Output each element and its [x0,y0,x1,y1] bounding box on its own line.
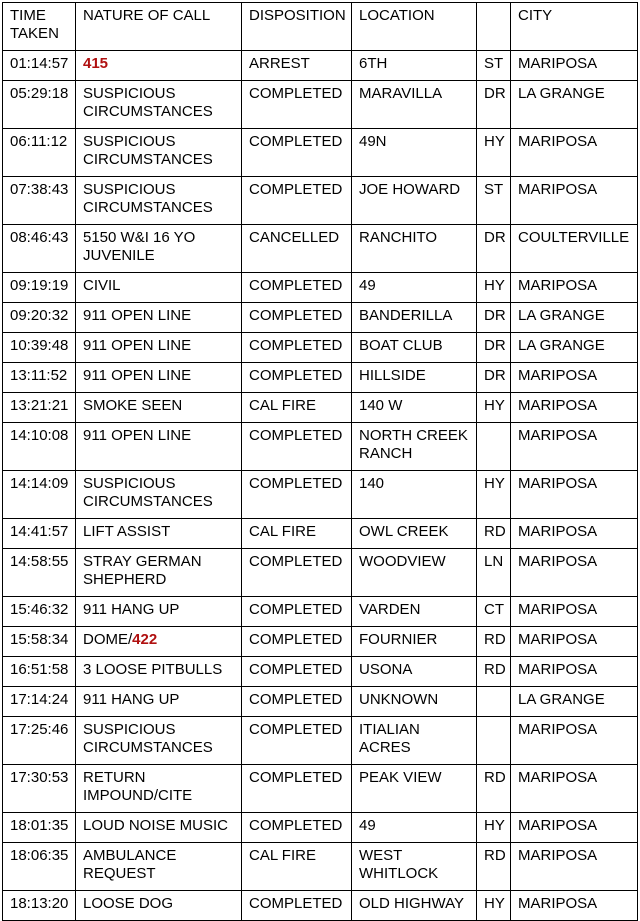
cell-street-suffix [477,423,511,471]
cell-time-taken: 18:13:20 [3,891,76,921]
cell-time-taken: 14:10:08 [3,423,76,471]
nature-text: 911 OPEN LINE [83,337,192,354]
cell-city: MARIPOSA [511,471,638,519]
cell-street-suffix: RD [477,657,511,687]
cell-street-suffix: DR [477,303,511,333]
cell-street-suffix: DR [477,225,511,273]
cell-street-suffix: RD [477,519,511,549]
cell-nature-of-call [76,393,242,423]
nature-text: 911 HANG UP [83,601,180,618]
nature-text: LOUD NOISE MUSIC [83,817,229,834]
cell-location: JOE HOWARD [352,177,477,225]
cell-street-suffix: DR [477,363,511,393]
header-city: CITY [511,3,638,51]
penal-code-highlight: 415 [83,55,109,72]
cell-nature-of-call [76,273,242,303]
cell-street-suffix: HY [477,471,511,519]
cell-city: MARIPOSA [511,519,638,549]
header-location: LOCATION [352,3,477,51]
cell-nature-of-call [76,687,242,717]
cell-disposition: COMPLETED [242,129,352,177]
cell-city: MARIPOSA [511,891,638,921]
cell-street-suffix: HY [477,273,511,303]
cell-time-taken: 10:39:48 [3,333,76,363]
cell-location: ITIALIAN ACRES [352,717,477,765]
cell-disposition: COMPLETED [242,177,352,225]
cell-time-taken: 13:11:52 [3,363,76,393]
cell-time-taken: 09:20:32 [3,303,76,333]
cell-time-taken: 18:06:35 [3,843,76,891]
cell-time-taken: 17:14:24 [3,687,76,717]
table-row [3,393,638,423]
cell-city: MARIPOSA [511,177,638,225]
cell-location: WEST WHITLOCK [352,843,477,891]
call-log-table [2,2,638,921]
cell-city: MARIPOSA [511,657,638,687]
cell-disposition: CAL FIRE [242,519,352,549]
cell-street-suffix: RD [477,765,511,813]
cell-disposition: CANCELLED [242,225,352,273]
cell-city: LA GRANGE [511,333,638,363]
cell-street-suffix [477,717,511,765]
cell-nature-of-call [76,519,242,549]
cell-time-taken: 01:14:57 [3,51,76,81]
table-row [3,891,638,921]
nature-text: CIVIL [83,277,121,294]
nature-text: SMOKE SEEN [83,397,183,414]
nature-text: SUSPICIOUS CIRCUMSTANCES [83,721,213,756]
cell-disposition: COMPLETED [242,471,352,519]
cell-city: MARIPOSA [511,549,638,597]
nature-text: STRAY GERMAN SHEPHERD [83,553,202,588]
cell-street-suffix: ST [477,51,511,81]
cell-disposition: COMPLETED [242,597,352,627]
cell-nature-of-call [76,813,242,843]
table-row [3,303,638,333]
cell-time-taken: 14:14:09 [3,471,76,519]
table-row [3,363,638,393]
nature-text: DOME/ [83,631,133,648]
table-row [3,657,638,687]
cell-city: MARIPOSA [511,627,638,657]
cell-city: MARIPOSA [511,363,638,393]
cell-time-taken: 14:58:55 [3,549,76,597]
cell-disposition: COMPLETED [242,333,352,363]
cell-location: WOODVIEW [352,549,477,597]
nature-text: SUSPICIOUS CIRCUMSTANCES [83,133,213,168]
table-body [3,51,638,921]
header-street-suffix [477,3,511,51]
cell-location: 49N [352,129,477,177]
cell-time-taken: 06:11:12 [3,129,76,177]
cell-disposition: COMPLETED [242,303,352,333]
cell-street-suffix: RD [477,843,511,891]
cell-city: COULTERVILLE [511,225,638,273]
cell-location: USONA [352,657,477,687]
cell-street-suffix: LN [477,549,511,597]
cell-nature-of-call [76,717,242,765]
cell-nature-of-call [76,597,242,627]
table-row [3,519,638,549]
cell-disposition: CAL FIRE [242,393,352,423]
cell-time-taken: 15:58:34 [3,627,76,657]
cell-nature-of-call [76,177,242,225]
cell-street-suffix: HY [477,393,511,423]
cell-location: 49 [352,273,477,303]
cell-nature-of-call [76,471,242,519]
cell-city: MARIPOSA [511,273,638,303]
table-row [3,843,638,891]
nature-text: 911 OPEN LINE [83,427,192,444]
cell-time-taken: 05:29:18 [3,81,76,129]
cell-location: BOAT CLUB [352,333,477,363]
cell-disposition: COMPLETED [242,627,352,657]
table-row [3,81,638,129]
cell-location: UNKNOWN [352,687,477,717]
cell-location: BANDERILLA [352,303,477,333]
header-time-taken: TIME TAKEN [3,3,76,51]
cell-location: HILLSIDE [352,363,477,393]
cell-location: 140 [352,471,477,519]
cell-location: VARDEN [352,597,477,627]
cell-nature-of-call [76,81,242,129]
table-row [3,627,638,657]
nature-text: 5150 W&I 16 YO JUVENILE [83,229,196,264]
table-row [3,765,638,813]
table-row [3,717,638,765]
cell-disposition: COMPLETED [242,363,352,393]
table-row [3,273,638,303]
cell-street-suffix: RD [477,627,511,657]
cell-street-suffix: DR [477,333,511,363]
cell-disposition: CAL FIRE [242,843,352,891]
cell-location: OLD HIGHWAY [352,891,477,921]
cell-street-suffix: HY [477,129,511,177]
cell-location: FOURNIER [352,627,477,657]
table-row [3,471,638,519]
table-row [3,51,638,81]
cell-nature-of-call [76,333,242,363]
nature-text: LOOSE DOG [83,895,174,912]
cell-disposition: COMPLETED [242,717,352,765]
cell-city: MARIPOSA [511,765,638,813]
cell-location: MARAVILLA [352,81,477,129]
cell-location: NORTH CREEK RANCH [352,423,477,471]
cell-city: LA GRANGE [511,81,638,129]
cell-time-taken: 17:25:46 [3,717,76,765]
cell-nature-of-call [76,423,242,471]
cell-disposition: COMPLETED [242,765,352,813]
cell-disposition: ARREST [242,51,352,81]
cell-location: 140 W [352,393,477,423]
cell-city: MARIPOSA [511,843,638,891]
table-row [3,225,638,273]
cell-city: MARIPOSA [511,393,638,423]
cell-location: OWL CREEK [352,519,477,549]
cell-disposition: COMPLETED [242,81,352,129]
nature-text: SUSPICIOUS CIRCUMSTANCES [83,475,213,510]
cell-location: PEAK VIEW [352,765,477,813]
cell-disposition: COMPLETED [242,549,352,597]
cell-city: MARIPOSA [511,717,638,765]
cell-time-taken: 15:46:32 [3,597,76,627]
cell-nature-of-call [76,225,242,273]
cell-disposition: COMPLETED [242,423,352,471]
penal-code-highlight: 422 [132,631,158,648]
cell-street-suffix [477,687,511,717]
cell-nature-of-call [76,843,242,891]
table-row [3,687,638,717]
cell-time-taken: 09:19:19 [3,273,76,303]
cell-nature-of-call [76,303,242,333]
nature-text: SUSPICIOUS CIRCUMSTANCES [83,181,213,216]
cell-time-taken: 18:01:35 [3,813,76,843]
cell-city: LA GRANGE [511,687,638,717]
nature-text: AMBULANCE REQUEST [83,847,177,882]
nature-text: 911 OPEN LINE [83,367,192,384]
cell-street-suffix: DR [477,81,511,129]
cell-street-suffix: HY [477,891,511,921]
table-header-row [3,3,638,51]
nature-text: LIFT ASSIST [83,523,171,540]
table-row [3,129,638,177]
cell-nature-of-call [76,891,242,921]
cell-city: MARIPOSA [511,129,638,177]
cell-nature-of-call [76,765,242,813]
cell-nature-of-call [76,549,242,597]
cell-disposition: COMPLETED [242,813,352,843]
table-row [3,813,638,843]
cell-disposition: COMPLETED [242,273,352,303]
cell-location: 49 [352,813,477,843]
cell-city: MARIPOSA [511,813,638,843]
table-row [3,423,638,471]
nature-text: SUSPICIOUS CIRCUMSTANCES [83,85,213,120]
cell-nature-of-call [76,657,242,687]
cell-disposition: COMPLETED [242,891,352,921]
cell-nature-of-call [76,363,242,393]
cell-street-suffix: HY [477,813,511,843]
table-row [3,549,638,597]
table-row [3,333,638,363]
table-row [3,177,638,225]
cell-city: MARIPOSA [511,51,638,81]
cell-street-suffix: ST [477,177,511,225]
cell-time-taken: 08:46:43 [3,225,76,273]
cell-time-taken: 13:21:21 [3,393,76,423]
cell-nature-of-call [76,129,242,177]
cell-disposition: COMPLETED [242,657,352,687]
cell-time-taken: 07:38:43 [3,177,76,225]
nature-text: 911 HANG UP [83,691,180,708]
nature-text: 3 LOOSE PITBULLS [83,661,223,678]
cell-city: MARIPOSA [511,423,638,471]
table-row [3,597,638,627]
cell-location: RANCHITO [352,225,477,273]
nature-text: RETURN IMPOUND/CITE [83,769,193,804]
cell-city: LA GRANGE [511,303,638,333]
cell-nature-of-call [76,51,242,81]
cell-location: 6TH [352,51,477,81]
cell-nature-of-call [76,627,242,657]
cell-time-taken: 14:41:57 [3,519,76,549]
cell-time-taken: 16:51:58 [3,657,76,687]
cell-street-suffix: CT [477,597,511,627]
nature-text: 911 OPEN LINE [83,307,192,324]
header-nature-of-call: NATURE OF CALL [76,3,242,51]
cell-city: MARIPOSA [511,597,638,627]
cell-time-taken: 17:30:53 [3,765,76,813]
cell-disposition: COMPLETED [242,687,352,717]
header-disposition: DISPOSITION [242,3,352,51]
